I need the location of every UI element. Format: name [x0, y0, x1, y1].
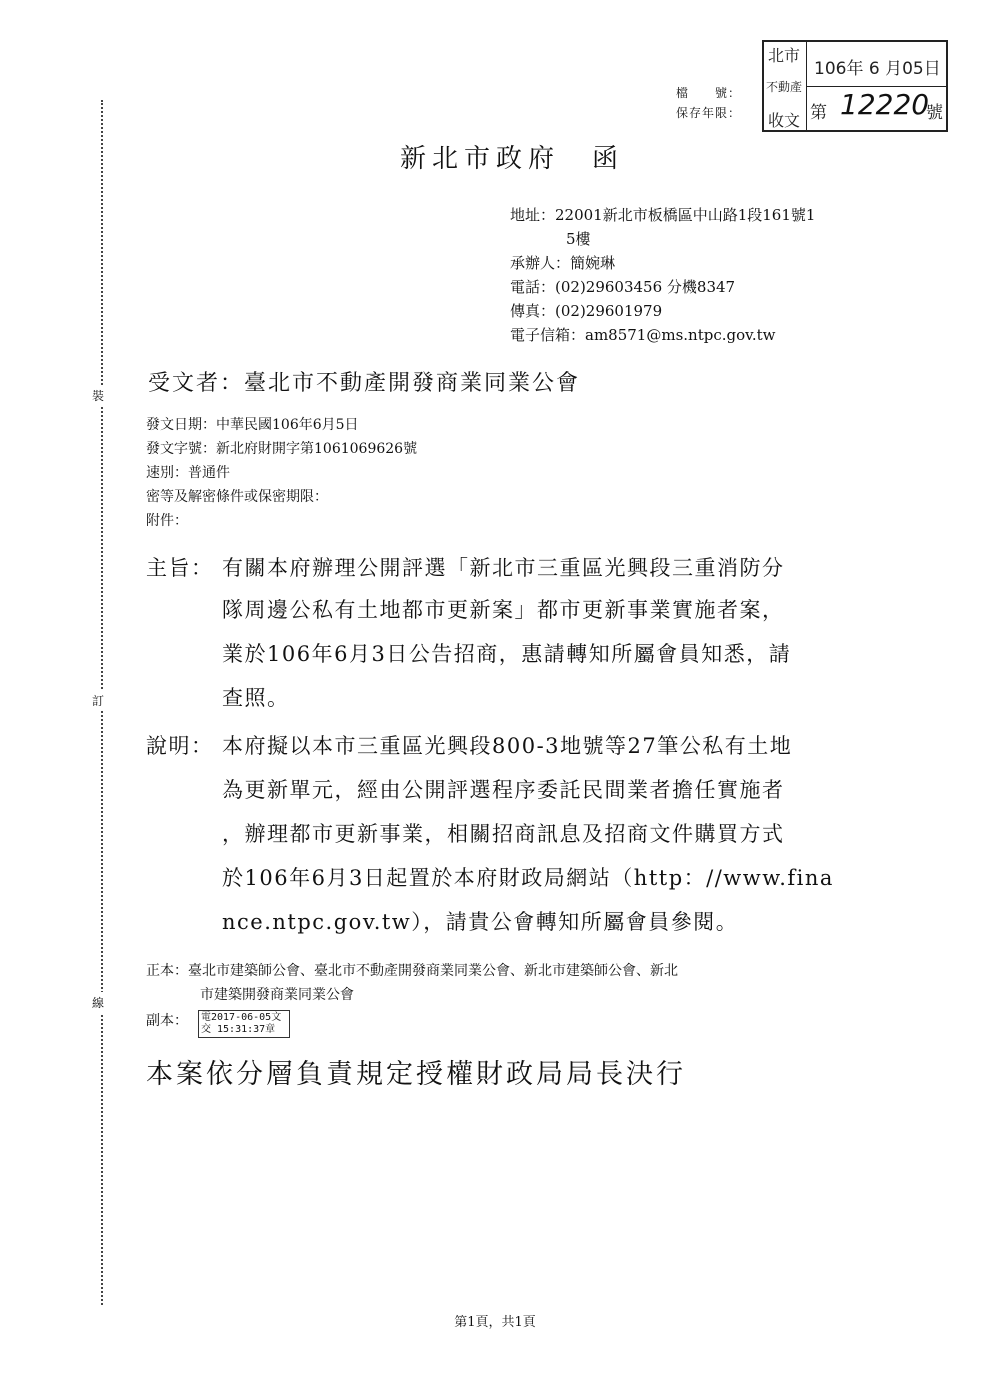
receipt-stamp [762, 40, 948, 132]
file-number-label: 檔 號： [676, 86, 742, 100]
original-recipients-cont: 市建築開發商業同業公會 [200, 987, 354, 1003]
explanation-line: 於106年6月3日起置於本府財政局網站（http：//www.fina [222, 866, 834, 890]
explanation-line: nce.ntpc.gov.tw），請貴公會轉知所屬會員參閱。 [222, 910, 739, 934]
delivery-speed: 速別：普通件 [146, 465, 230, 481]
email: 電子信箱：am8571@ms.ntpc.gov.tw [510, 326, 776, 344]
stamp-received: 收文 [768, 111, 801, 130]
secrecy-level: 密等及解密條件或保密期限： [146, 489, 328, 505]
original-recipients: 正本：臺北市建築師公會、臺北市不動產開發商業同業公會、新北市建築師公會、新北 [146, 963, 678, 979]
stamp-prefix: 第 [810, 103, 827, 123]
subject-line: 隊周邊公私有土地都市更新案」都市更新事業實施者案， [222, 598, 785, 622]
esign-line-1: 電2017-06-05文 [201, 1012, 282, 1023]
fax: 傳真：(02)29601979 [510, 302, 663, 320]
subject-line: 業於106年6月3日公告招商，惠請轉知所屬會員知悉，請 [222, 642, 792, 666]
phone: 電話：(02)29603456 分機8347 [510, 278, 736, 296]
binding-mark-middle: 訂 [92, 690, 104, 711]
copy-label: 副本： [146, 1013, 188, 1029]
page-number: 第1頁，共1頁 [454, 1315, 536, 1330]
document-title: 新北市政府 函 [400, 144, 625, 174]
retention-label: 保存年限： [676, 106, 742, 120]
subject-label: 主旨： [146, 556, 214, 580]
stamp-date: 106年 6 月05日 [814, 59, 941, 79]
issue-date: 發文日期：中華民國106年6月5日 [146, 417, 359, 433]
subject-line: 查照。 [222, 686, 290, 710]
electronic-exchange-stamp [198, 1010, 290, 1038]
stamp-city: 北市 [768, 46, 801, 65]
stamp-agency: 不動產 [766, 80, 803, 94]
attachments: 附件： [146, 513, 188, 529]
subject-line: 有關本府辦理公開評選「新北市三重區光興段三重消防分 [222, 556, 785, 580]
esign-line-2: 交 15:31:37章 [201, 1024, 276, 1035]
address-line-2: 5樓 [566, 230, 591, 248]
stamp-suffix: 號 [926, 103, 943, 123]
document-number: 發文字號：新北府財開字第1061069626號 [146, 441, 418, 457]
decision-authority: 本案依分層負責規定授權財政局局長決行 [146, 1059, 686, 1090]
recipient: 受文者：臺北市不動產開發商業同業公會 [148, 371, 581, 396]
explanation-line: 為更新單元，經由公開評選程序委託民間業者擔任實施者 [222, 778, 785, 802]
explanation-label: 說明： [146, 734, 214, 758]
stamp-number: 12220 [840, 88, 930, 121]
binding-mark-top: 裝 [92, 385, 104, 406]
handler: 承辦人：簡婉琳 [510, 254, 616, 272]
explanation-line: 本府擬以本市三重區光興段800-3地號等27筆公私有土地 [222, 734, 793, 758]
address-line-1: 地址：22001新北市板橋區中山路1段161號1 [510, 206, 816, 224]
binding-mark-bottom: 線 [92, 992, 104, 1013]
explanation-line: ，辦理都市更新事業，相關招商訊息及招商文件購買方式 [222, 822, 785, 846]
